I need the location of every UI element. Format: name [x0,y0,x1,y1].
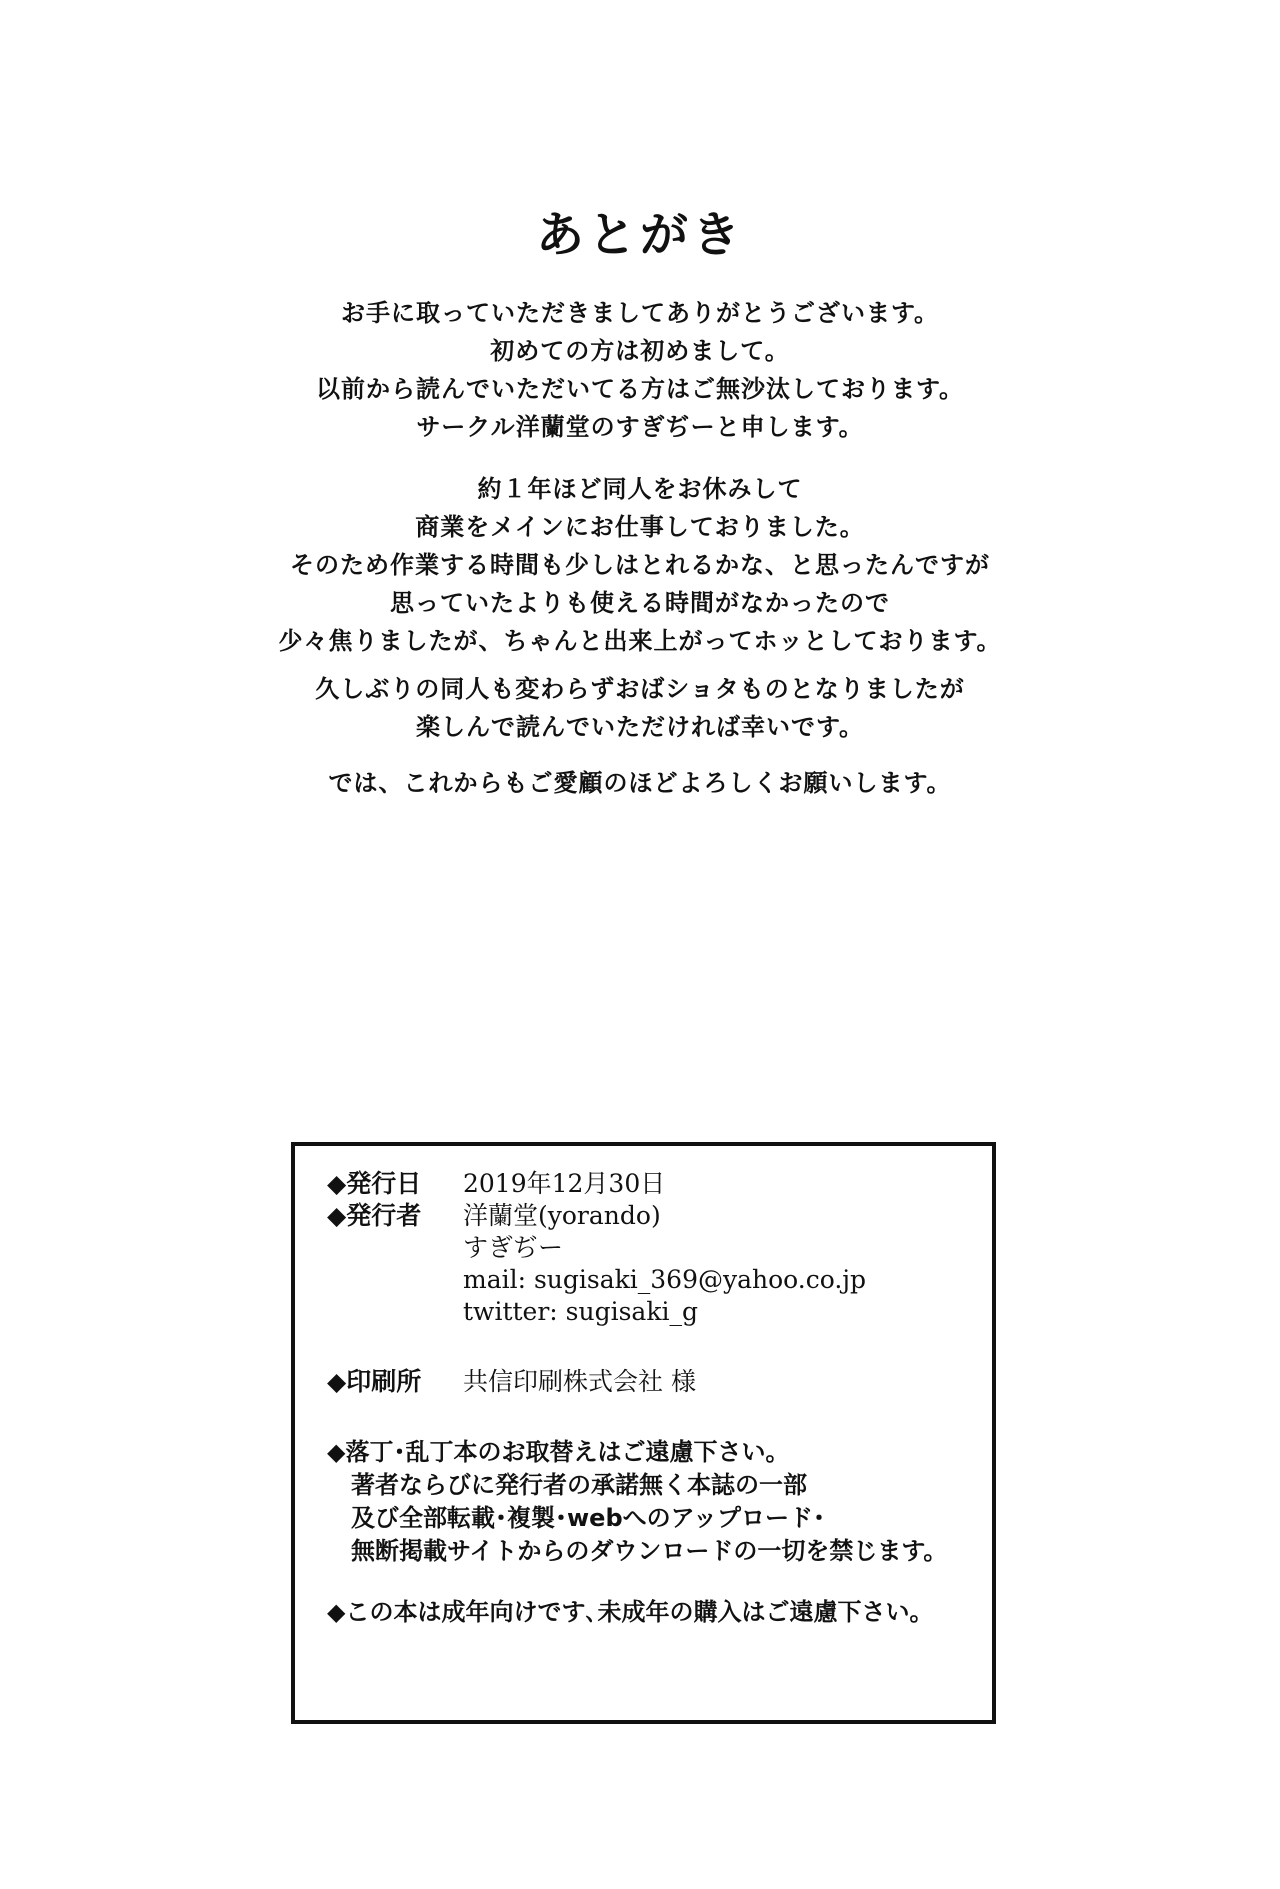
publisher-value: 洋蘭堂(yorando) [463,1201,661,1230]
paragraph-line: お手に取っていただきましてありがとうございます。 [340,299,940,327]
notice-line: 無断掲載サイトからのダウンロードの一切を禁じます。 [351,1537,948,1565]
afterword-paragraph-hiatus [0,470,1280,660]
afterword-paragraph-closing [0,764,1280,802]
colophon-box [291,1142,996,1724]
copyright-notice [327,1436,982,1568]
paragraph-line: 商業をメインにお仕事しておりました。 [415,513,865,541]
issue-date-value: 2019年12月30日 [463,1169,666,1198]
adult-notice: ◆この本は成年向けです､未成年の購入はご遠慮下さい。 [327,1598,934,1626]
paragraph-line: 初めての方は初めまして。 [490,337,790,365]
notice-line: 及び全部転載･複製･webへのアップロード･ [351,1504,825,1532]
author-twitter: twitter: sugisaki_g [463,1297,698,1326]
printer-value: 共信印刷株式会社 様 [463,1367,696,1396]
afterword-title: あとがき [535,207,744,263]
notice-line: ◆落丁･乱丁本のお取替えはご遠慮下さい。 [327,1438,790,1466]
spacer [327,1568,982,1596]
spacer [327,1328,982,1366]
issue-date-row [327,1168,982,1200]
afterword-paragraph-greeting [0,294,1280,446]
paragraph-line: 約１年ほど同人をお休みして [477,475,803,503]
printer-row [327,1366,982,1398]
paragraph-line: サークル洋蘭堂のすぎぢーと申します。 [416,413,864,441]
paragraph-line: 楽しんで読んでいただければ幸いです。 [415,713,865,741]
printer-label: ◆印刷所 [327,1367,422,1396]
afterword-paragraph-content [0,670,1280,746]
notice-line: 著者ならびに発行者の承諾無く本誌の一部 [351,1471,807,1499]
colophon-content [327,1168,982,1629]
paragraph-line: 以前から読んでいただいてる方はご無沙汰しております。 [315,375,965,403]
author-mail: mail: sugisaki_369@yahoo.co.jp [463,1265,867,1294]
paragraph-line: 久しぶりの同人も変わらずおばショタものとなりましたが [315,675,965,703]
paragraph-line: 思っていたよりも使える時間がなかったので [390,589,890,617]
paragraph-line: では、これからもご愛顧のほどよろしくお願いします。 [328,769,952,797]
spacer [327,1398,982,1436]
paragraph-line: 少々焦りましたが、ちゃんと出来上がってホッとしております。 [278,627,1002,655]
issue-date-label: ◆発行日 [327,1169,422,1198]
paragraph-line: そのため作業する時間も少しはとれるかな、と思ったんですが [290,551,990,579]
author-name: すぎぢー [463,1233,564,1262]
publisher-label: ◆発行者 [327,1201,422,1230]
publisher-row [327,1200,982,1232]
